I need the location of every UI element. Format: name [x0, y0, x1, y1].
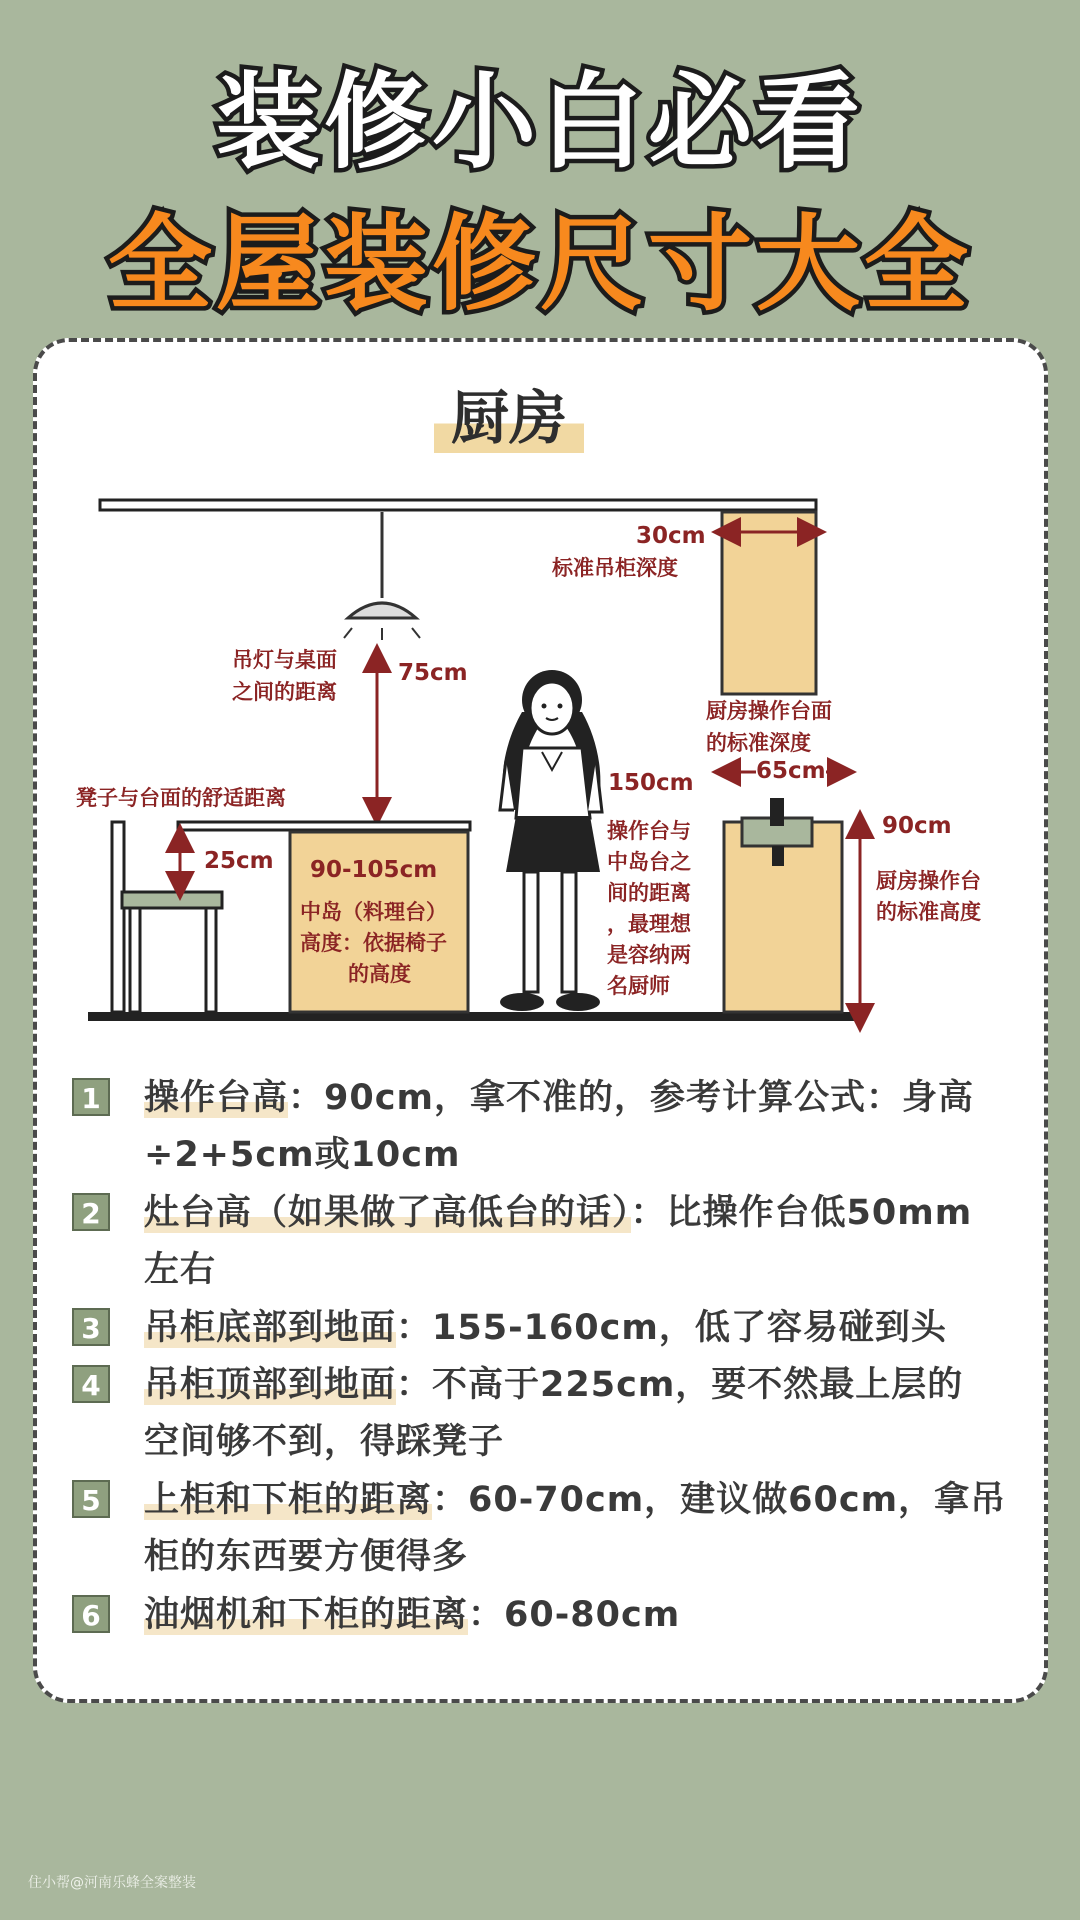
- item-text-cont: 空间够不到，得踩凳子: [144, 1422, 505, 1462]
- counter-height-label-1: 厨房操作台: [876, 869, 981, 893]
- item-text: ：比操作台低50mm: [630, 1193, 973, 1233]
- item-number-badge: 3: [72, 1308, 110, 1346]
- person-gap-value: 150cm: [608, 770, 694, 796]
- wall-cabinet: [722, 512, 816, 694]
- person-gap-label-6: 名厨师: [607, 974, 670, 998]
- item-key: 吊柜顶部到地面: [144, 1365, 397, 1405]
- item-text-cont: 柜的东西要方便得多: [144, 1537, 469, 1577]
- item-text: ：90cm，拿不准的，参考计算公式：身高: [288, 1078, 974, 1118]
- island-top: [178, 822, 470, 830]
- item-text: ：60-70cm，建议做60cm，拿吊: [432, 1480, 1007, 1520]
- island-label-2: 高度：依据椅子: [300, 931, 447, 955]
- item-key: 灶台高（如果做了高低台的话）: [144, 1193, 631, 1233]
- section-title: 厨房: [434, 383, 584, 453]
- stool-value: 25cm: [204, 848, 274, 874]
- counter-depth-value: 65cm: [756, 758, 826, 784]
- item-number-badge: 4: [72, 1365, 110, 1403]
- cabinet-depth-value: 30cm: [636, 523, 706, 549]
- faucet: [770, 798, 784, 826]
- counter-height-label-2: 的标准高度: [876, 900, 981, 924]
- counter-depth-label-2: 的标准深度: [706, 731, 811, 755]
- item-text-cont: 左右: [144, 1250, 217, 1290]
- watermark: 住小帮@河南乐蜂全案整装: [28, 1875, 196, 1891]
- person-gap-label-4: ，最理想: [607, 912, 691, 936]
- item-key: 操作台高: [144, 1078, 289, 1118]
- island-label-3: 的高度: [348, 962, 411, 986]
- stool-label: 凳子与台面的舒适距离: [76, 786, 286, 810]
- counter-depth-label-1: 厨房操作台面: [706, 699, 832, 723]
- island-value: 90-105cm: [310, 857, 438, 883]
- person-gap-label-5: 是容纳两: [607, 943, 691, 967]
- item-key: 吊柜底部到地面: [144, 1308, 397, 1348]
- counter-height-value: 90cm: [882, 813, 952, 839]
- title-line-2: 全屋装修尺寸大全: [107, 203, 972, 325]
- item-text: ：155-160cm，低了容易碰到头: [396, 1308, 947, 1348]
- cabinet-depth-label: 标准吊柜深度: [552, 556, 678, 580]
- item-key: 油烟机和下柜的距离: [144, 1595, 469, 1635]
- title-line-1: 装修小白必看: [215, 61, 864, 183]
- item-text: ：60-80cm: [468, 1595, 681, 1635]
- lamp-shade: [348, 603, 416, 618]
- item-text-cont: ÷2+5cm或10cm: [144, 1135, 461, 1175]
- item-number-badge: 2: [72, 1193, 110, 1231]
- lamp-distance-value: 75cm: [398, 660, 468, 686]
- item-number-badge: 1: [72, 1078, 110, 1116]
- person-gap-label-3: 间的距离: [607, 881, 691, 905]
- person-gap-label-2: 中岛台之: [607, 850, 691, 874]
- ceiling-beam: [100, 500, 816, 510]
- lamp-distance-label-1: 吊灯与桌面: [232, 648, 337, 672]
- lamp-distance-label-2: 之间的距离: [232, 680, 337, 704]
- person-figure: [500, 670, 602, 1011]
- item-number-badge: 6: [72, 1595, 110, 1633]
- item-text: ：不高于225cm，要不然最上层的: [396, 1365, 964, 1405]
- item-number-badge: 5: [72, 1480, 110, 1518]
- item-key: 上柜和下柜的距离: [144, 1480, 433, 1520]
- person-gap-label-1: 操作台与: [607, 819, 691, 843]
- island-label-1: 中岛（料理台）: [300, 900, 447, 924]
